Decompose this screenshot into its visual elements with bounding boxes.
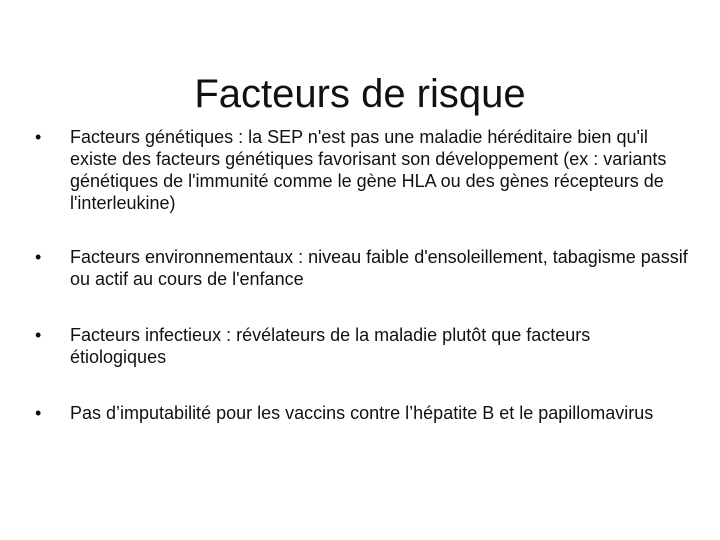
- bullet-item-infectious: [35, 324, 690, 368]
- bullet-item-environmental: [35, 246, 690, 290]
- bullet-marker: •: [35, 403, 42, 423]
- bullet-text-environmental: Facteurs environnementaux : niveau faible d'ensoleillement, tabagisme passif ou actif au cours de l'enfance: [70, 247, 688, 289]
- bullet-text-infectious: Facteurs infectieux : révélateurs de la maladie plutôt que facteurs étiologiques: [70, 325, 591, 367]
- bullet-text-genetic: Facteurs génétiques : la SEP n'est pas une maladie héréditaire bien qu'il existe des facteurs génétiques favorisant son développement (ex : variants génétiques de l'immunité comme le gène HLA ou des gènes récepteurs de l'interleukine): [70, 127, 667, 213]
- bullet-text-vaccines: Pas d’imputabilité pour les vaccins contre l’hépatite B et le papillomavirus: [70, 403, 654, 423]
- bullet-item-vaccines: [35, 402, 690, 424]
- bullet-marker: •: [35, 247, 42, 267]
- slide-title: Facteurs de risque: [194, 71, 526, 116]
- bullet-marker: •: [35, 325, 42, 345]
- bullet-marker: •: [35, 127, 42, 147]
- bullet-item-genetic: [35, 126, 690, 214]
- bullet-list: [35, 126, 690, 456]
